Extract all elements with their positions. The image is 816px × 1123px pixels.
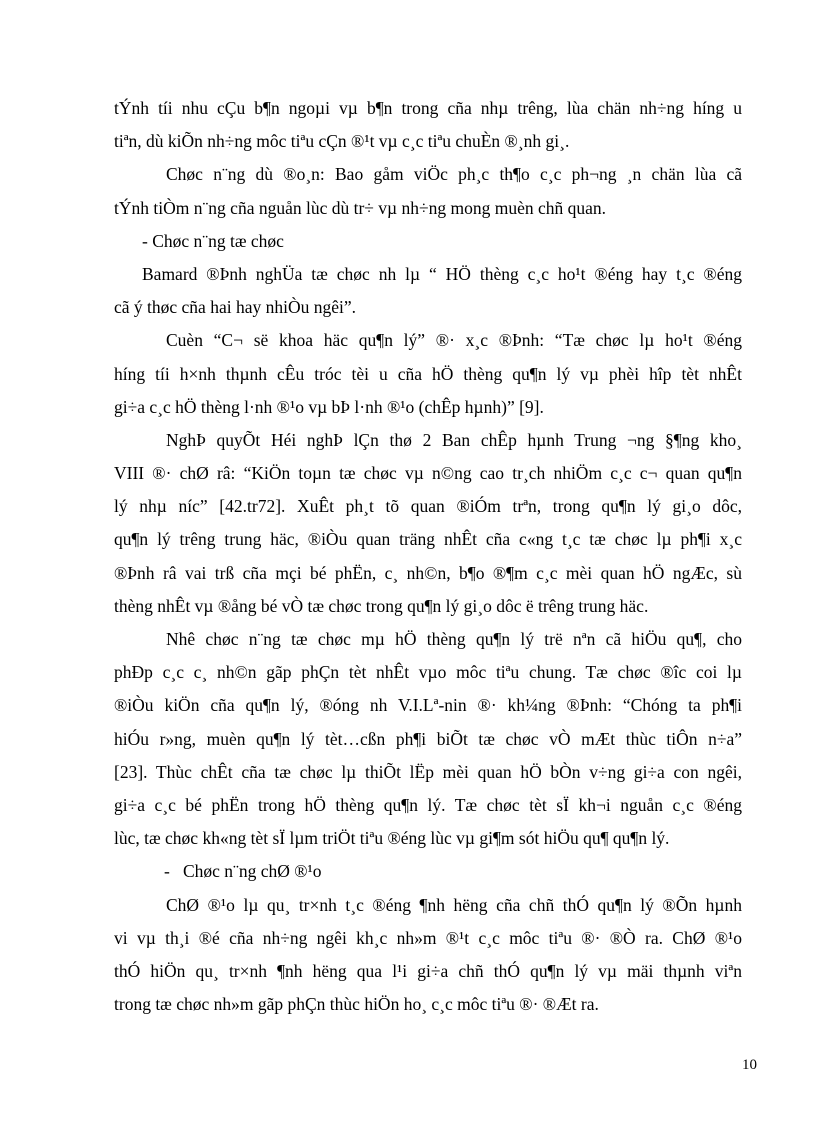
text-line: Bamard ®Þnh nghÜa tæ chøc nh lµ “ HÖ thèng c¸c ho¹t ®éng hay t¸c ®éng [142,263,742,284]
text-line: phÐp c¸c c¸ nh©n gãp phÇn tèt nhÊt vµo môc tiªu chung. Tæ chøc ®îc coi lµ [114,662,742,683]
text-line: VIII ®· chØ râ: “KiÖn toµn tæ chøc vµ n©ng cao tr¸ch nhiÖm c¸c c¬ quan qu¶n [114,463,742,484]
text-line: Nhê chøc n¨ng tæ chøc mµ hÖ thèng qu¶n lý trë nªn cã hiÖu qu¶, cho [166,629,742,649]
text-line: tiªn, dù kiÕn nh÷ng môc tiªu cÇn ®¹t vµ c¸c tiªu chuÈn ®¸nh gi¸. [114,131,570,152]
text-line: tÝnh tiÒm n¨ng cña nguån lùc dù tr÷ vµ nh÷ng mong muèn chñ quan. [114,197,606,218]
text-line: [23]. Thùc chÊt cña tæ chøc lµ thiÕt lËp mèi quan hÖ bÒn v÷ng gi÷a con ngêi, [114,761,742,782]
text-line: - Chøc n¨ng chØ ®¹o [164,861,322,882]
text-line: thèng nhÊt vµ ®ång bé vÒ tæ chøc trong qu¶n lý gi¸o dôc ë trêng trung häc. [114,595,649,616]
text-line: ®iÒu kiÖn cña qu¶n lý, ®óng nh V.I.Lª-nin ®· kh¼ng ®Þnh: “Chóng ta ph¶i [114,695,742,716]
text-line: híng tíi h×nh thµnh cÊu tróc tèi u cña hÖ thèng qu¶n lý vµ phèi hîp tèt nhÊt [114,363,742,384]
text-line: - Chøc n¨ng tæ chøc [142,230,284,251]
text-line: qu¶n lý trêng trung häc, ®iÒu quan träng nhÊt cña c«ng t¸c tæ chøc lµ ph¶i x¸c [114,529,742,550]
text-line: thÓ hiÖn qu¸ tr×nh ¶nh hëng qua l¹i gi÷a chñ thÓ qu¶n lý vµ mäi thµnh viªn [114,960,742,981]
text-line: hiÓu r»ng, muèn qu¶n lý tèt…cßn ph¶i biÕt tæ chøc vÒ mÆt thùc tiÔn n÷a” [114,728,742,749]
document-body [114,92,742,1021]
text-line: cã ý thøc cña hai hay nhiÒu ngêi”. [114,297,356,318]
text-line: ChØ ®¹o lµ qu¸ tr×nh t¸c ®éng ¶nh hëng cña chñ thÓ qu¶n lý ®Õn hµnh [166,894,742,915]
text-line: gi÷a c¸c bé phËn trong hÖ thèng qu¶n lý. Tæ chøc tèt sÏ kh¬i nguån c¸c ®éng [114,794,742,815]
text-line: Cuèn “C¬ së khoa häc qu¶n lý” ®· x¸c ®Þnh: “Tæ chøc lµ ho¹t ®éng [166,330,742,351]
text-line: lùc, tæ chøc kh«ng tèt sÏ lµm triÖt tiªu ®éng lùc vµ gi¶m sót hiÖu qu¶ qu¶n lý. [114,828,670,849]
text-line: vi vµ th¸i ®é cña nh÷ng ngêi kh¸c nh»m ®¹t c¸c môc tiªu ®· ®Ò ra. ChØ ®¹o [114,927,742,948]
text-line: trong tæ chøc nh»m gãp phÇn thùc hiÖn ho¸ c¸c môc tiªu ®· ®Æt ra. [114,994,599,1015]
text-line: lý nhµ níc” [42.tr72]. XuÊt ph¸t tõ quan ®iÓm trªn, trong qu¶n lý gi¸o dôc, [114,496,742,517]
page-number: 10 [742,1057,757,1073]
text-line: Chøc n¨ng dù ®o¸n: Bao gåm viÖc ph¸c th¶o c¸c ph¬ng ¸n chän lùa cã [166,164,742,185]
text-line: tÝnh tíi nhu cÇu b¶n ngoµi vµ b¶n trong cña nhµ trêng, lùa chän nh÷ng híng u [114,98,742,118]
text-line: NghÞ quyÕt Héi nghÞ lÇn thø 2 Ban chÊp hµnh Trung ¬ng §¶ng kho¸ [166,429,742,450]
text-line: gi÷a c¸c hÖ thèng l·nh ®¹o vµ bÞ l·nh ®¹o (chÊp hµnh)” [9]. [114,396,544,417]
text-line: ®Þnh râ vai trß cña mçi bé phËn, c¸ nh©n, b¶o ®¶m c¸c mèi quan hÖ ngÆc, sù [114,562,742,583]
